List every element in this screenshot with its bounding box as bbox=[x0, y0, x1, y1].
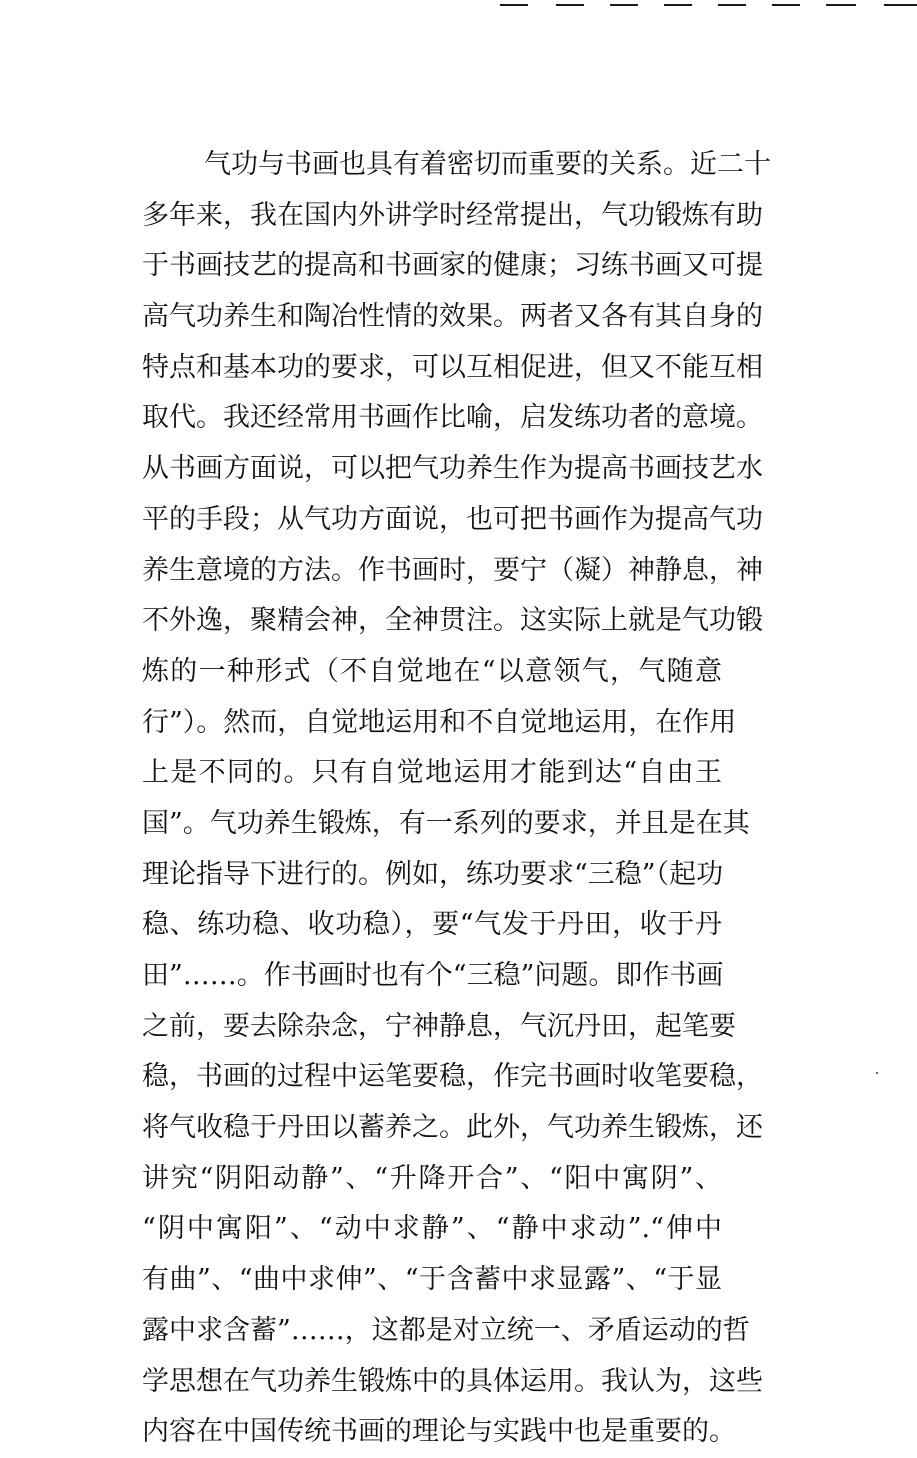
text-line: 从书画方面说，可以把气功养生作为提高书画技艺水 bbox=[142, 453, 763, 485]
rule-segment bbox=[556, 4, 584, 6]
scan-speck bbox=[876, 1072, 878, 1074]
rule-segment bbox=[884, 4, 917, 6]
text-line: 露中求含蓄”……，这都是对立统一、矛盾运动的哲 bbox=[142, 1314, 750, 1346]
rule-segment bbox=[664, 4, 692, 6]
text-line: 国”。气功养生锻炼，有一系列的要求，并且是在其 bbox=[142, 807, 750, 839]
text-line: 特点和基本功的要求，可以互相促进，但又不能互相 bbox=[142, 351, 763, 383]
text-line: 行”）。然而，自觉地运用和不自觉地运用，在作用 bbox=[142, 706, 737, 738]
text-line: 多年来，我在国内外讲学时经常提出，气功锻炼有助 bbox=[142, 199, 763, 231]
text-line: 之前，要去除杂念，宁神静息，气沉丹田，起笔要 bbox=[142, 1010, 736, 1042]
rule-segment bbox=[772, 4, 800, 6]
rule-segment bbox=[500, 4, 528, 6]
text-line: 炼的一种形式（不自觉地在“以意领气，气随意 bbox=[142, 655, 722, 687]
text-line: 内容在中国传统书画的理论与实践中也是重要的。 bbox=[142, 1416, 736, 1448]
rule-segment bbox=[718, 4, 746, 6]
text-line: 不外逸，聚精会神，全神贯注。这实际上就是气功锻 bbox=[142, 605, 763, 637]
text-line: “阴中寓阳”、“动中求静”、“静中求动”.“伸中 bbox=[142, 1213, 722, 1245]
text-line: 学思想在气功养生锻炼中的具体运用。我认为，这些 bbox=[142, 1365, 763, 1397]
text-line: 气功与书画也具有着密切而重要的关系。近二十 bbox=[204, 149, 771, 180]
text-line: 理论指导下进行的。例如，练功要求“三稳”（起功 bbox=[142, 858, 724, 890]
rule-segment bbox=[610, 4, 638, 6]
text-line: 平的手段；从气功方面说，也可把书画作为提高气功 bbox=[142, 503, 763, 535]
text-line: 取代。我还经常用书画作比喻，启发练功者的意境。 bbox=[142, 402, 763, 434]
text-line: 将气收稳于丹田以蓄养之。此外，气功养生锻炼，还 bbox=[142, 1112, 763, 1144]
text-line: 讲究“阴阳动静”、“升降开合”、“阳中寓阴”、 bbox=[142, 1162, 722, 1194]
text-line: 稳、练功稳、收功稳），要“气发于丹田，收于丹 bbox=[142, 909, 722, 941]
text-line: 田”……。作书画时也有个“三稳”问题。即作书画 bbox=[142, 960, 724, 991]
text-line: 上是不同的。只有自觉地运用才能到达“自由王 bbox=[142, 757, 722, 789]
body-paragraph bbox=[142, 140, 771, 1458]
text-line: 稳，书画的过程中运笔要稳，作完书画时收笔要稳， bbox=[142, 1061, 763, 1093]
text-line: 于书画技艺的提高和书画家的健康；习练书画又可提 bbox=[142, 250, 763, 282]
text-line: 高气功养生和陶冶性情的效果。两者又各有其自身的 bbox=[142, 301, 763, 333]
text-line: 养生意境的方法。作书画时，要宁（凝）神静息，神 bbox=[142, 554, 763, 586]
top-edge-rules bbox=[500, 4, 917, 10]
text-line: 有曲”、“曲中求伸”、“于含蓄中求显露”、“于显 bbox=[142, 1264, 722, 1296]
rule-segment bbox=[826, 4, 856, 6]
